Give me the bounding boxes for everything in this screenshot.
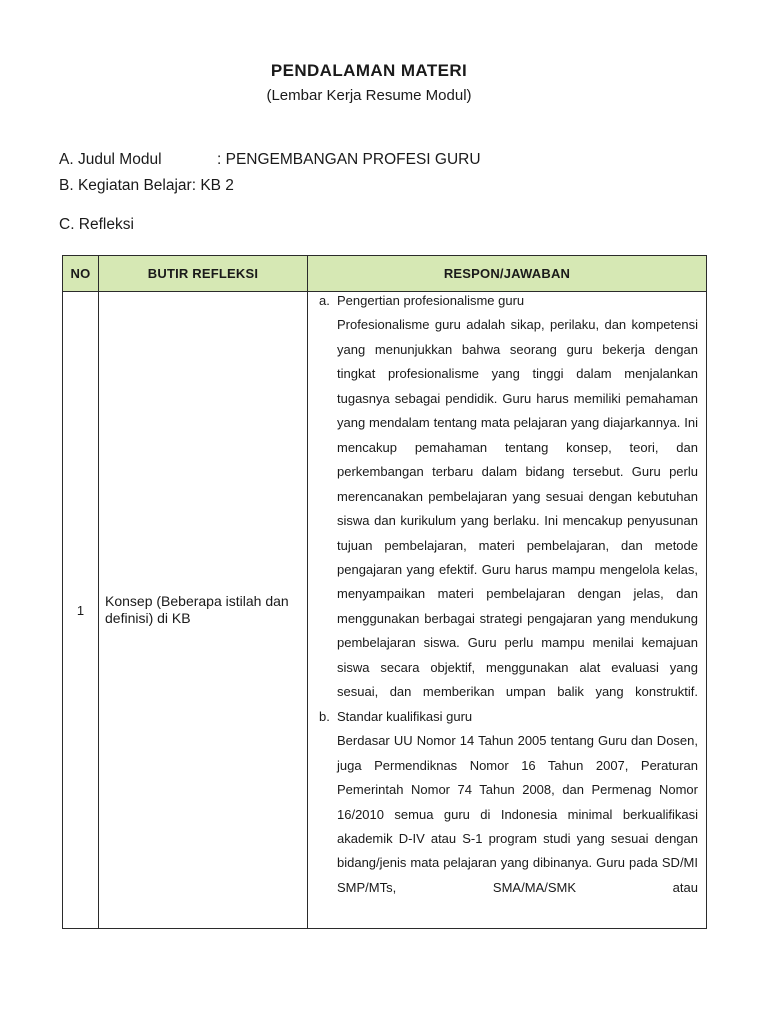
judul-modul-row [59, 151, 481, 169]
section-letter: b. [319, 708, 330, 724]
row-number: 1 [63, 292, 99, 929]
respon-cell [308, 292, 707, 929]
section-letter: a. [319, 293, 330, 308]
refleksi-table [62, 255, 707, 929]
respon-content [308, 289, 706, 902]
kegiatan-belajar-value: : KB 2 [191, 177, 234, 194]
judul-modul-value: : PENGEMBANGAN PROFESI GURU [217, 151, 481, 168]
header-no: NO [63, 256, 99, 292]
document-subtitle: (Lembar Kerja Resume Modul) [266, 87, 472, 104]
table-row [63, 292, 707, 929]
refleksi-label: C. Refleksi [59, 216, 134, 233]
butir-refleksi-text: Konsep (Beberapa istilah dan definisi) di KB [99, 292, 308, 929]
section-heading-text: Pengertian profesionalisme guru [337, 293, 525, 308]
kegiatan-belajar-label: B. Kegiatan Belajar [59, 177, 192, 194]
header-butir-refleksi: BUTIR REFLEKSI [99, 256, 308, 292]
judul-modul-label: A. Judul Modul [59, 151, 162, 168]
table-header-row [63, 256, 707, 292]
section-paragraph: Profesionalisme guru adalah sikap, perilaku, dan kompetensi yang menunjukkan bahwa seorang guru bekerja dengan tingkat profesionalisme yang tinggi dalam menjalankan tugasnya sebagai pendidik. Guru harus memiliki pemahaman yang mendalam tentang mata pelajaran yang diajarkannya. Ini mencakup pemahaman tentang konsep, teori, dan perkembangan terbaru dalam bidang tersebut. Guru perlu merencanakan pembelajaran yang sesuai dengan kebutuhan siswa dan kurikulum yang berlaku. Ini mencakup penyusunan tujuan pembelajaran, materi pembelajaran, dan metode pengajaran yang efektif. Guru harus mampu mengelola kelas, menyampaikan materi pembelajaran dengan jelas, dan menggunakan berbagai strategi pengajaran yang mendukung pembelajaran siswa. Guru perlu mampu menilai kemajuan siswa secara objektif, menggunakan alat evaluasi yang sesuai, dan memberikan umpan balik yang konstruktif. [337, 317, 698, 700]
section-heading [319, 289, 698, 313]
header-respon-jawaban: RESPON/JAWABAN [308, 256, 707, 292]
document-title: PENDALAMAN MATERI [270, 61, 468, 80]
section-paragraph: Berdasar UU Nomor 14 Tahun 2005 tentang Guru dan Dosen, juga Permendiknas Nomor 16 Tahun 2007, Peraturan Pemerintah Nomor 74 Tahun 2008, dan Permenag Nomor 16/2010 semua guru di Indonesia minimal berkualifikasi akademik D-IV atau S-1 program studi yang sesuai dengan bidang/jenis mata pelajaran yang dibinanya. Guru pada SD/MI SMP/MTs, SMA/MA/SMK atau [337, 733, 698, 895]
section-heading-text: Standar kualifikasi guru [337, 708, 473, 724]
section-heading [319, 705, 698, 729]
kegiatan-belajar-row [59, 177, 234, 195]
